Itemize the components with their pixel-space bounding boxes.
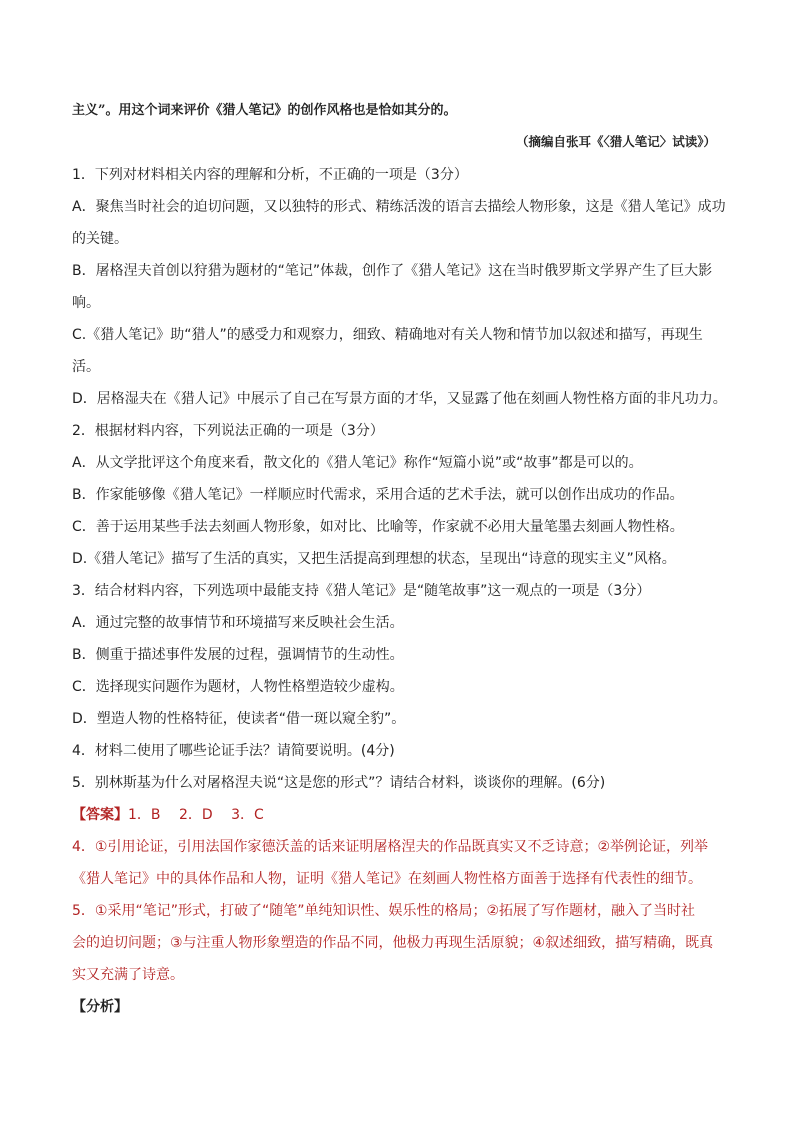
question-1-stem: 1．下列对材料相关内容的理解和分析，不正确的一项是（3分） <box>72 167 468 183</box>
question-3-stem: 3．结合材料内容，下列选项中最能支持《猎人笔记》是“随笔故事”这一观点的一项是（3分） <box>72 583 651 599</box>
answer-tag: 【答案】 <box>72 807 128 823</box>
question-2-option-a: A．从文学批评这个角度来看，散文化的《猎人笔记》称作“短篇小说”或“故事”都是可以的。 <box>72 455 643 471</box>
question-1-option-b-line-2: 响。 <box>72 295 100 311</box>
passage-tail: 主义”。用这个词来评价《猎人笔记》的创作风格也是恰如其分的。 <box>72 103 457 118</box>
question-2-option-c: C．善于运用某些手法去刻画人物形象，如对比、比喻等，作家就不必用大量笔墨去刻画人物性格。 <box>72 519 684 535</box>
answer-q5-line-3: 实又充满了诗意。 <box>72 967 184 983</box>
question-4-stem: 4．材料二使用了哪些论证手法？请简要说明。(4分) <box>72 743 395 759</box>
answer-q4-line-2: 《猎人笔记》中的具体作品和人物，证明《猎人笔记》在刻画人物性格方面善于选择有代表性的细节。 <box>72 871 702 887</box>
answer-line <box>72 805 264 825</box>
question-1-option-a-line-2: 的关键。 <box>72 231 128 247</box>
question-1-option-c-line-2: 活。 <box>72 359 100 375</box>
question-3-option-a: A．通过完整的故事情节和环境描写来反映社会生活。 <box>72 615 404 631</box>
question-1-option-d: D．居格湿夫在《猎人记》中展示了自己在写景方面的才华，又显露了他在刻画人物性格方面的非凡功力。 <box>72 391 727 407</box>
answer-q5-line-2: 会的迫切问题；③与注重人物形象塑造的作品不同，他极力再现生活原貌；④叙述细致，描写精确，既真 <box>72 935 714 951</box>
question-2-option-d: D.《猎人笔记》描写了生活的真实，又把生活提高到理想的状态，呈现出“诗意的现实主义”风格。 <box>72 551 676 567</box>
question-2-stem: 2．根据材料内容，下列说法正确的一项是（3分） <box>72 423 384 439</box>
passage-source: （摘编自张耳《〈猎人笔记〉试读》） <box>515 134 716 149</box>
question-3-option-c: C．选择现实问题作为题材，人物性格塑造较少虚构。 <box>72 679 404 695</box>
answer-choices: 1．B 2．D 3．C <box>128 807 264 823</box>
question-1-option-c-line-1: C.《猎人笔记》助“猎人”的感受力和观察力，细致、精确地对有关人物和情节加以叙述和描写，再现生 <box>72 327 703 343</box>
question-1-option-a-line-1: A．聚焦当时社会的迫切问题，又以独特的形式、精练活泼的语言去描绘人物形象，这是《猎人笔记》成功 <box>72 199 726 215</box>
question-3-option-b: B．侧重于描述事件发展的过程，强调情节的生动性。 <box>72 647 404 663</box>
answer-q5-line-1: 5．①采用“笔记”形式，打破了“随笔”单纯知识性、娱乐性的格局；②拓展了写作题材，融入了当时社 <box>72 903 696 919</box>
question-2-option-b: B．作家能够像《猎人笔记》一样顺应时代需求，采用合适的艺术手法，就可以创作出成功的作品。 <box>72 487 684 503</box>
question-1-option-b-line-1: B．屠格涅夫首创以狩猎为题材的“笔记”体裁，创作了《猎人笔记》这在当时俄罗斯文学界产生了巨大影 <box>72 263 713 279</box>
analysis-tag: 【分析】 <box>72 999 128 1015</box>
answer-q4-line-1: 4．①引用论证，引用法国作家德沃盖的话来证明屠格涅夫的作品既真实又不乏诗意；②举例论证，列举 <box>72 839 709 855</box>
question-5-stem: 5．别林斯基为什么对屠格涅夫说“这是您的形式”？请结合材料，谈谈你的理解。(6分) <box>72 775 606 791</box>
question-3-option-d: D．塑造人物的性格特征，使读者“借一斑以窥全豹”。 <box>72 711 406 727</box>
